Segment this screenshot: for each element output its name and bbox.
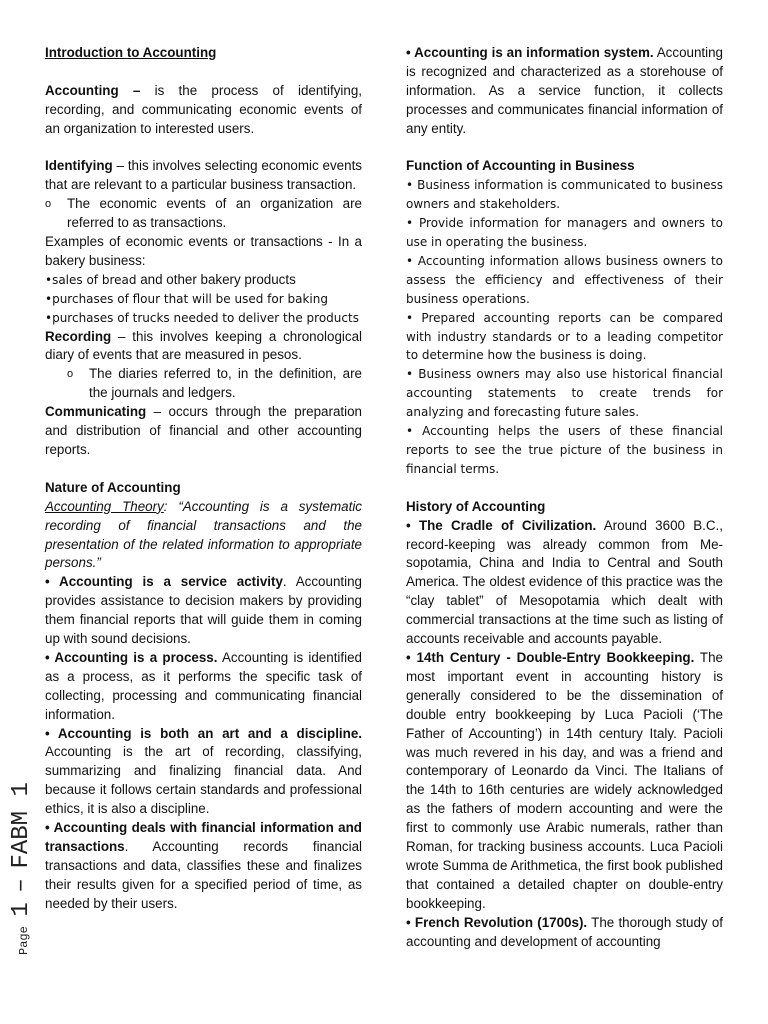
- function-item: • Prepared accounting reports can be compared with industry standards or to a leading competitor to determine how the business is doing.: [406, 310, 723, 363]
- section-title-history: [406, 498, 723, 517]
- circle-bullet-icon: o: [45, 198, 52, 211]
- example-item: •purchases of trucks needed to deliver the products: [45, 310, 359, 325]
- right-column: [406, 44, 723, 951]
- function-item: • Business owners may also use historical financial accounting statements to create trends for analyzing and forecasting future sales.: [406, 367, 723, 420]
- point-heading: • Accounting is a process.: [45, 649, 218, 665]
- point-text: The most important event in accounting history is generally considered to be the dissemination of double entry bookkeeping by Luca Pacioli (‘The Father of Accounting’) in 14th century Italy. Pacioli was much revered in his day, and was a friend and contemporary of Leonardo da Vinci. The Italians of the 14th to 16th centuries are widely acknowledged as the fathers of modern accounting and were the first to commonly use Arabic numerals, rather than Roman, for tracking business accounts. Luca Pacioli wrote Summa de Arithmetica, the first book published that contained a detailed chapter on double-entry bookkeeping.: [406, 649, 723, 911]
- term: Accounting –: [45, 82, 141, 98]
- term: Identifying: [45, 158, 113, 174]
- point-heading: • 14th Century - Double-Entry Bookkeeping.: [406, 649, 695, 665]
- definition-text: is the process of identifying, recording, and communicating economic events of an organization to interested users.: [45, 82, 363, 136]
- point-heading: • Accounting deals with financial information and transactions: [45, 820, 362, 855]
- point-text: Around 3600 B.C., record-keeping was already common from Me-sopotamia, China and India to Central and South America. The oldest evidence of this practice was the “clay tablet” of Mesopotamia which dealt with commercial transactions at the time such as listing of accounts receivable and accounts payable.: [406, 517, 723, 647]
- nature-process: [45, 649, 362, 725]
- example-text: •sales of bread: [45, 272, 137, 287]
- history-french-revolution: [406, 914, 723, 952]
- page-label: Page: [17, 926, 31, 955]
- subpoint-text: The economic events of an organization are referred to as transactions.: [67, 196, 362, 231]
- course-code: FABM 1: [8, 782, 35, 869]
- heading-text: Nature of Accounting: [45, 479, 181, 495]
- point-text: Accounting is recognized and characterized as a storehouse of information. As a service function, it collects processes and communicates financial information of any entity.: [406, 45, 723, 136]
- subpoint-text: The diaries referred to, in the definition, are the journals and ledgers.: [89, 366, 362, 401]
- section-title-function: [406, 157, 723, 176]
- point-text: Accounting is identified as a process, as it performs the specific task of collecting, processing and communicating financial information.: [45, 649, 362, 722]
- footer-separator: –: [8, 878, 35, 893]
- point-heading: • The Cradle of Civilization.: [406, 517, 597, 533]
- point-text: . Accounting provides assistance to decision makers by providing them financial reports that will guide them in coming up with sound decisions.: [45, 574, 362, 647]
- point-text: Accounting is the art of recording, classifying, summarizing and finalizing financial data. And because it follows certain standards and professional ethics, it is also a discipline.: [45, 744, 362, 817]
- function-item: • Business information is communicated to business owners and stakeholders.: [406, 178, 723, 212]
- nature-service-activity: [45, 573, 362, 649]
- point-heading: • French Revolution (1700s).: [406, 914, 588, 930]
- communicating-paragraph: [45, 403, 362, 460]
- definition-text: – this involves selecting economic events that are relevant to a particular business transaction.: [45, 158, 362, 193]
- accounting-theory: [45, 498, 362, 574]
- history-cradle: [406, 517, 723, 649]
- heading-text: History of Accounting: [406, 498, 546, 514]
- point-heading: • Accounting is a service activity: [45, 574, 283, 590]
- history-14th-century: [406, 649, 723, 914]
- section-title-introduction: Introduction to Accounting: [45, 45, 217, 60]
- example-item: [45, 271, 362, 290]
- definition-text: – occurs through the preparation and distribution of financial and other accounting reports.: [45, 404, 362, 457]
- function-item: • Accounting information allows business owners to assess the efficiency and effectiveness of their business operations.: [406, 253, 723, 306]
- theory-label: Accounting Theory: [45, 498, 164, 514]
- example-text: and other bakery products: [136, 271, 296, 287]
- recording-subpoint: [45, 365, 362, 403]
- identifying-paragraph: [45, 157, 362, 195]
- recording-paragraph: [45, 328, 362, 366]
- heading-text: Function of Accounting in Business: [406, 158, 635, 174]
- function-item: • Provide information for managers and owners to use in operating the business.: [406, 216, 723, 250]
- nature-art-discipline: [45, 725, 362, 820]
- term: Communicating: [45, 404, 147, 420]
- example-item: •purchases of flour that will be used for baking: [45, 291, 328, 306]
- section-title-nature: [45, 479, 362, 498]
- page-footer-vertical: [8, 695, 48, 955]
- accounting-definition: [45, 82, 362, 139]
- theory-quote: : “Accounting is a systematic recording of financial transactions and the presentation of the related information to appropriate persons.”: [45, 498, 362, 571]
- nature-information-system: [406, 44, 723, 139]
- nature-financial-info: [45, 819, 362, 914]
- function-item: • Accounting helps the users of these financial reports to see the true picture of the business in financial terms.: [406, 424, 723, 476]
- circle-bullet-icon: o: [67, 368, 74, 381]
- term: Recording: [45, 328, 112, 344]
- point-text: The thorough study of accounting and development of accounting: [406, 914, 723, 949]
- identifying-subpoint: [45, 195, 362, 233]
- left-column: [45, 44, 362, 914]
- page-number: 1: [8, 902, 35, 917]
- examples-intro: Examples of economic events or transactions - In a bakery business:: [45, 234, 362, 268]
- definition-text: – this involves keeping a chronological diary of events that are measured in pesos.: [45, 328, 362, 363]
- point-heading: • Accounting is both an art and a discipline.: [45, 725, 362, 741]
- point-heading: • Accounting is an information system.: [406, 45, 654, 60]
- point-text: . Accounting records financial transactions and data, classifies these and finalizes their results given for a specified period of time, as needed by their users.: [45, 839, 362, 911]
